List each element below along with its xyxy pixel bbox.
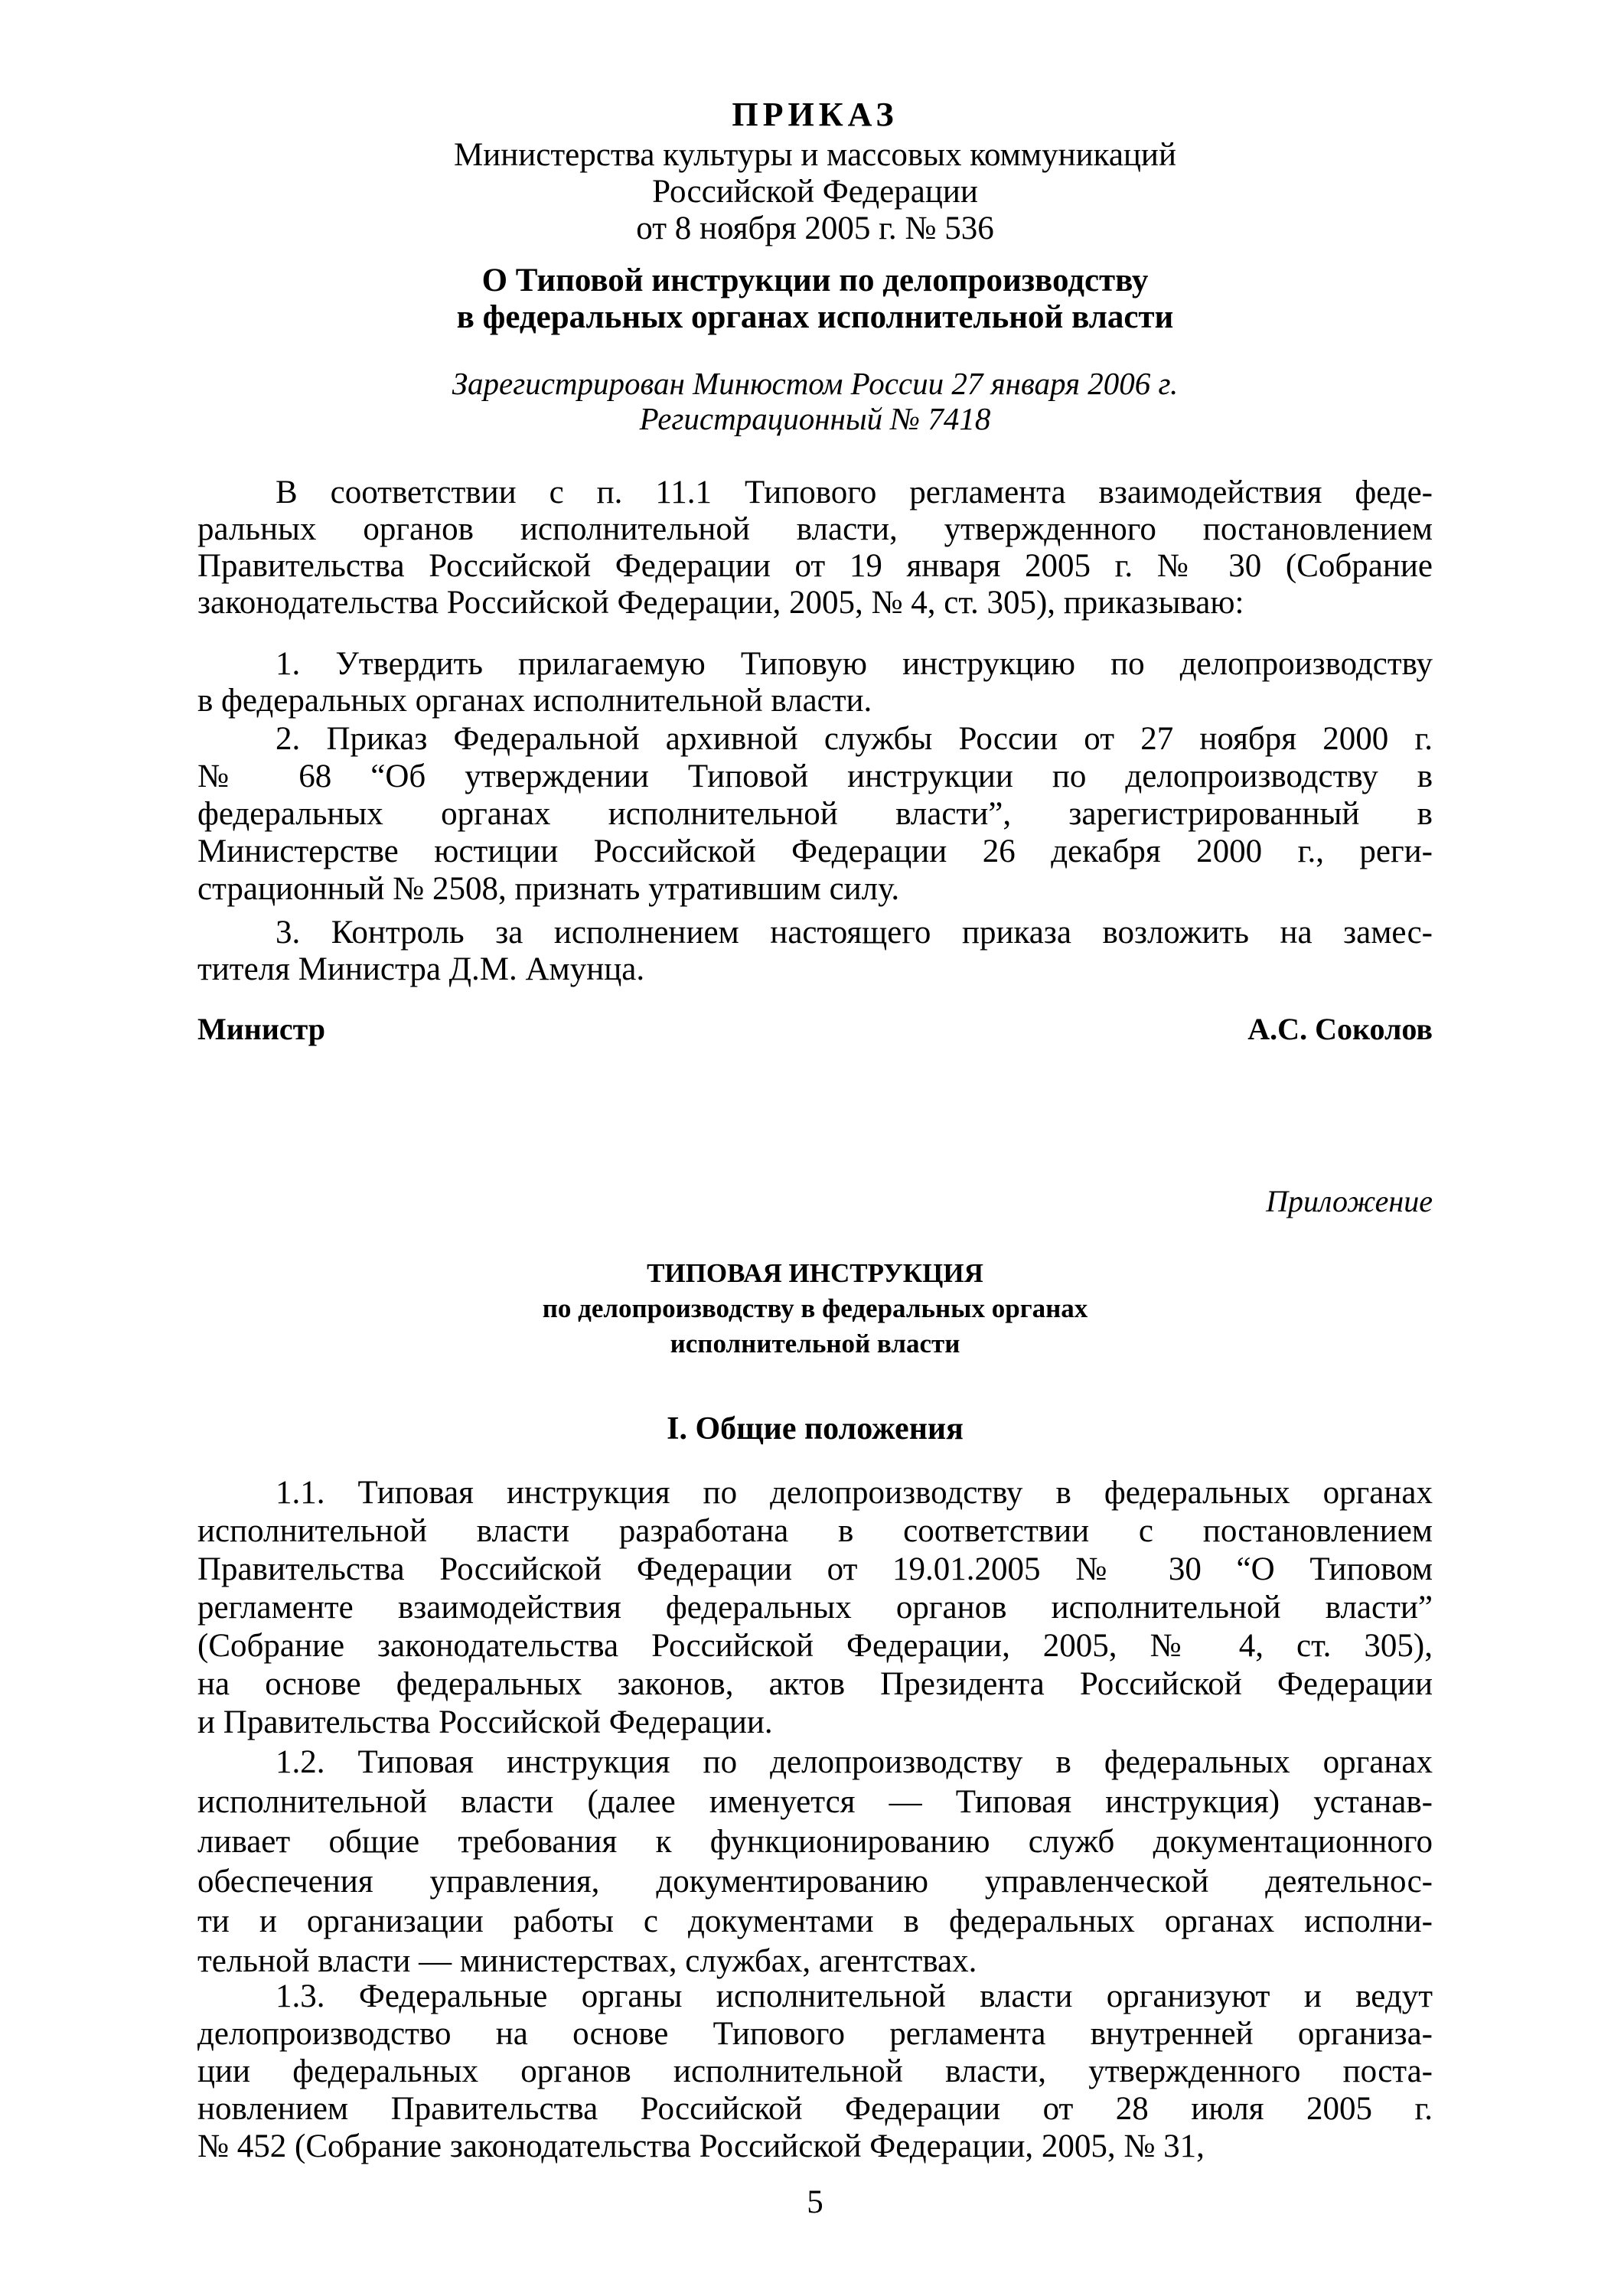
appendix-title-block	[197, 1256, 1433, 1362]
registration-block	[197, 366, 1433, 436]
text-line: В соответствии с п. 11.1 Типового регламента взаимодействия феде-	[276, 475, 1433, 510]
text-line: 1.2. Типовая инструкция по делопроизводству в федеральных органах	[276, 1744, 1433, 1780]
text-line: ТИПОВАЯ ИНСТРУКЦИЯ	[647, 1258, 983, 1288]
text-line: № 452 (Собрание законодательства Российской Федерации, 2005, № 31,	[197, 2128, 1205, 2164]
text-line: делопроизводство на основе Типового регламента внутренней организа-	[197, 2016, 1433, 2052]
text-line: 1. Утвердить прилагаемую Типовую инструкцию по делопроизводству	[276, 646, 1433, 682]
text-line: Российской Федерации	[652, 174, 978, 210]
clause-1-2	[197, 1743, 1433, 1981]
preamble-paragraph	[197, 475, 1433, 621]
text-line: 3. Контроль за исполнением настоящего приказа возложить на замес-	[276, 915, 1433, 951]
text-line: тителя Министра Д.М. Амунца.	[197, 951, 645, 987]
subject-block	[197, 263, 1433, 336]
order-item-2	[197, 720, 1433, 908]
text-line: Зарегистрирован Минюстом России 27 января 2006 г.	[452, 366, 1179, 401]
signature-name: А.С. Соколов	[1247, 1012, 1433, 1046]
text-line: и Правительства Российской Федерации.	[197, 1704, 773, 1740]
text-line: Министерстве юстиции Российской Федерации 26 декабря 2000 г., реги-	[197, 833, 1433, 869]
page-number: 5	[807, 2184, 823, 2220]
text-line: (Собрание законодательства Российской Федерации, 2005, № 4, ст. 305),	[197, 1628, 1433, 1664]
text-line: № 68 “Об утверждении Типовой инструкции по делопроизводству в	[197, 758, 1433, 794]
order-item-1	[197, 646, 1433, 719]
text-line: ти и организации работы с документами в федеральных органах исполни-	[197, 1903, 1433, 1939]
section-title: I. Общие положения	[667, 1411, 964, 1446]
text-line: новлением Правительства Российской Федерации от 28 июля 2005 г.	[197, 2091, 1433, 2127]
text-line: федеральных органах исполнительной власти”, зарегистрированный в	[197, 796, 1433, 832]
order-item-3	[197, 915, 1433, 988]
text-line: на основе федеральных законов, актов Президента Российской Федерации	[197, 1666, 1433, 1702]
text-line: исполнительной власти разработана в соответствии с постановлением	[197, 1513, 1433, 1549]
clause-1-3	[197, 1978, 1433, 2165]
text-line: регламенте взаимодействия федеральных органов исполнительной власти”	[197, 1590, 1433, 1626]
text-line: 1.3. Федеральные органы исполнительной власти организуют и ведут	[276, 1978, 1433, 2014]
text-line: страционный № 2508, признать утратившим силу.	[197, 871, 900, 907]
text-line: 1.1. Типовая инструкция по делопроизводству в федеральных органах	[276, 1475, 1433, 1511]
text-line: в федеральных органах исполнительной власти	[456, 299, 1174, 335]
text-line: ции федеральных органов исполнительной власти, утвержденного поста-	[197, 2053, 1433, 2089]
text-line: исполнительной власти	[670, 1329, 960, 1358]
text-line: О Типовой инструкции по делопроизводству	[481, 263, 1149, 298]
text-line: Правительства Российской Федерации от 19 января 2005 г. № 30 (Собрание	[197, 548, 1433, 584]
text-line: в федеральных органах исполнительной власти.	[197, 683, 872, 719]
signature-position: Министр	[197, 1012, 326, 1046]
text-line: по делопроизводству в федеральных органах	[542, 1293, 1088, 1323]
text-line: от 8 ноября 2005 г. № 536	[636, 210, 994, 246]
text-line: Министерства культуры и массовых коммуникаций	[454, 137, 1176, 173]
text-line: ральных органов исполнительной власти, утвержденного постановлением	[197, 511, 1433, 547]
appendix-label: Приложение	[1266, 1184, 1433, 1218]
text-line: ливает общие требования к функционированию служб документационного	[197, 1824, 1433, 1860]
text-line: Правительства Российской Федерации от 19.01.2005 № 30 “О Типовом	[197, 1551, 1433, 1587]
issuer-block	[197, 137, 1433, 247]
text-line: Регистрационный № 7418	[639, 401, 991, 436]
text-line: 2. Приказ Федеральной архивной службы России от 27 ноября 2000 г.	[276, 721, 1433, 757]
signature-block	[197, 1011, 1433, 1048]
text-line: обеспечения управления, документированию управленческой деятельнос-	[197, 1864, 1433, 1900]
text-line: законодательства Российской Федерации, 2005, № 4, ст. 305), приказываю:	[197, 585, 1244, 621]
clause-1-1	[197, 1474, 1433, 1742]
text-line: исполнительной власти (далее именуется — Типовая инструкция) устанав-	[197, 1784, 1433, 1820]
document-title: ПРИКАЗ	[732, 96, 898, 133]
text-line: тельной власти — министерствах, службах, агентствах.	[197, 1943, 977, 1979]
